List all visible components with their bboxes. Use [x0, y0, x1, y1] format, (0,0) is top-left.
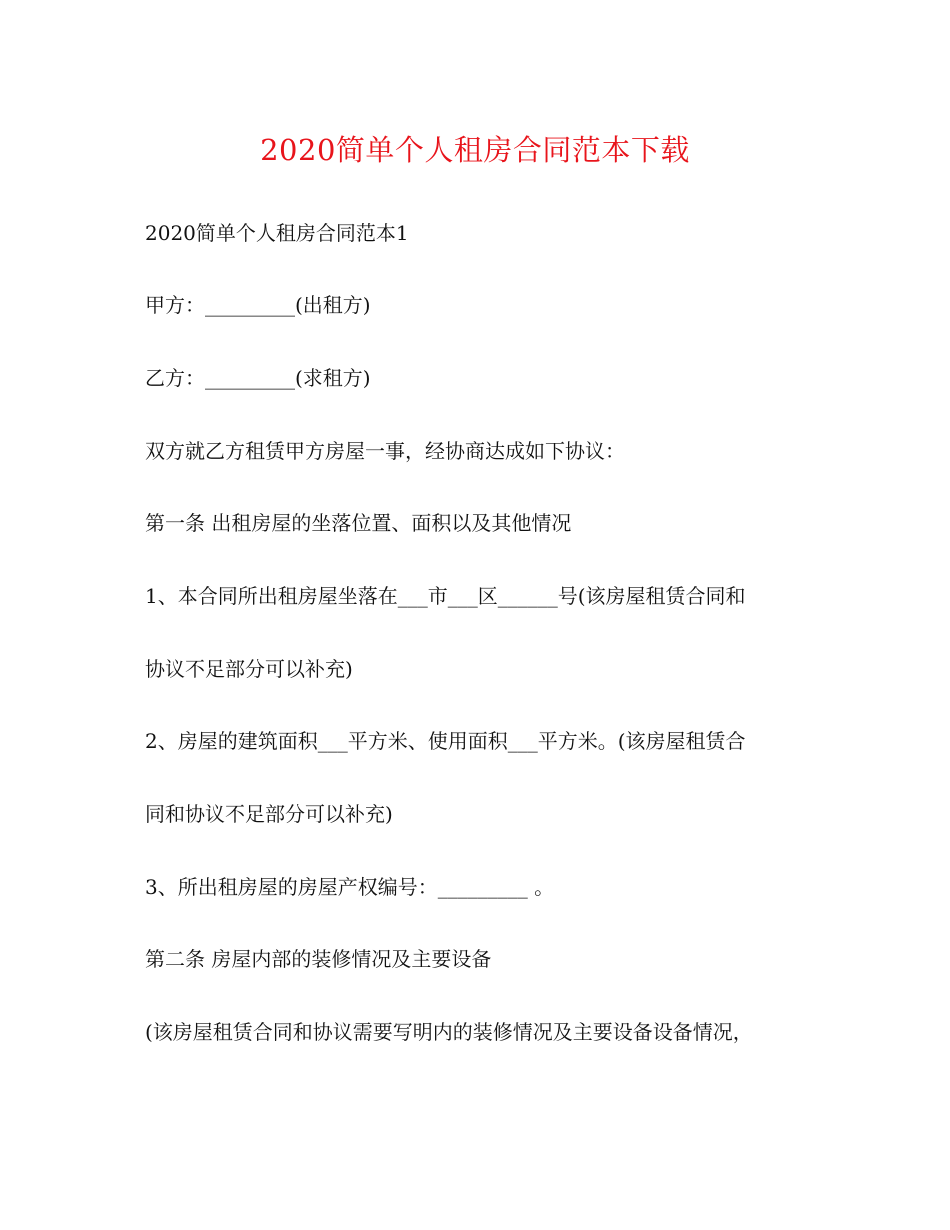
article-2-note: (该房屋租赁合同和协议需要写明内的装修情况及主要设备设备情况， — [145, 1020, 753, 1044]
clause-1-2: 2、房屋的建筑面积___平方米、使用面积___平方米。(该房屋租赁合 — [145, 729, 746, 753]
party-b-line: 乙方：_________(求租方) — [145, 366, 371, 390]
document-title: 2020简单个人租房合同范本下载 — [260, 133, 690, 167]
article-2-heading: 第二条 房屋内部的装修情况及主要设备 — [145, 947, 492, 971]
clause-1-1: 1、本合同所出租房屋坐落在___市___区______号(该房屋租赁合同和 — [145, 584, 746, 608]
contract-subtitle: 2020简单个人租房合同范本1 — [145, 221, 409, 245]
clause-1-1-continued: 协议不足部分可以补充) — [145, 657, 353, 681]
clause-1-2-continued: 同和协议不足部分可以补充) — [145, 802, 393, 826]
agreement-intro: 双方就乙方租赁甲方房屋一事，经协商达成如下协议： — [145, 439, 625, 463]
clause-1-3: 3、所出租房屋的房屋产权编号：_________ 。 — [145, 875, 555, 899]
article-1-heading: 第一条 出租房屋的坐落位置、面积以及其他情况 — [145, 511, 572, 535]
party-a-line: 甲方：_________(出租方) — [145, 293, 371, 317]
